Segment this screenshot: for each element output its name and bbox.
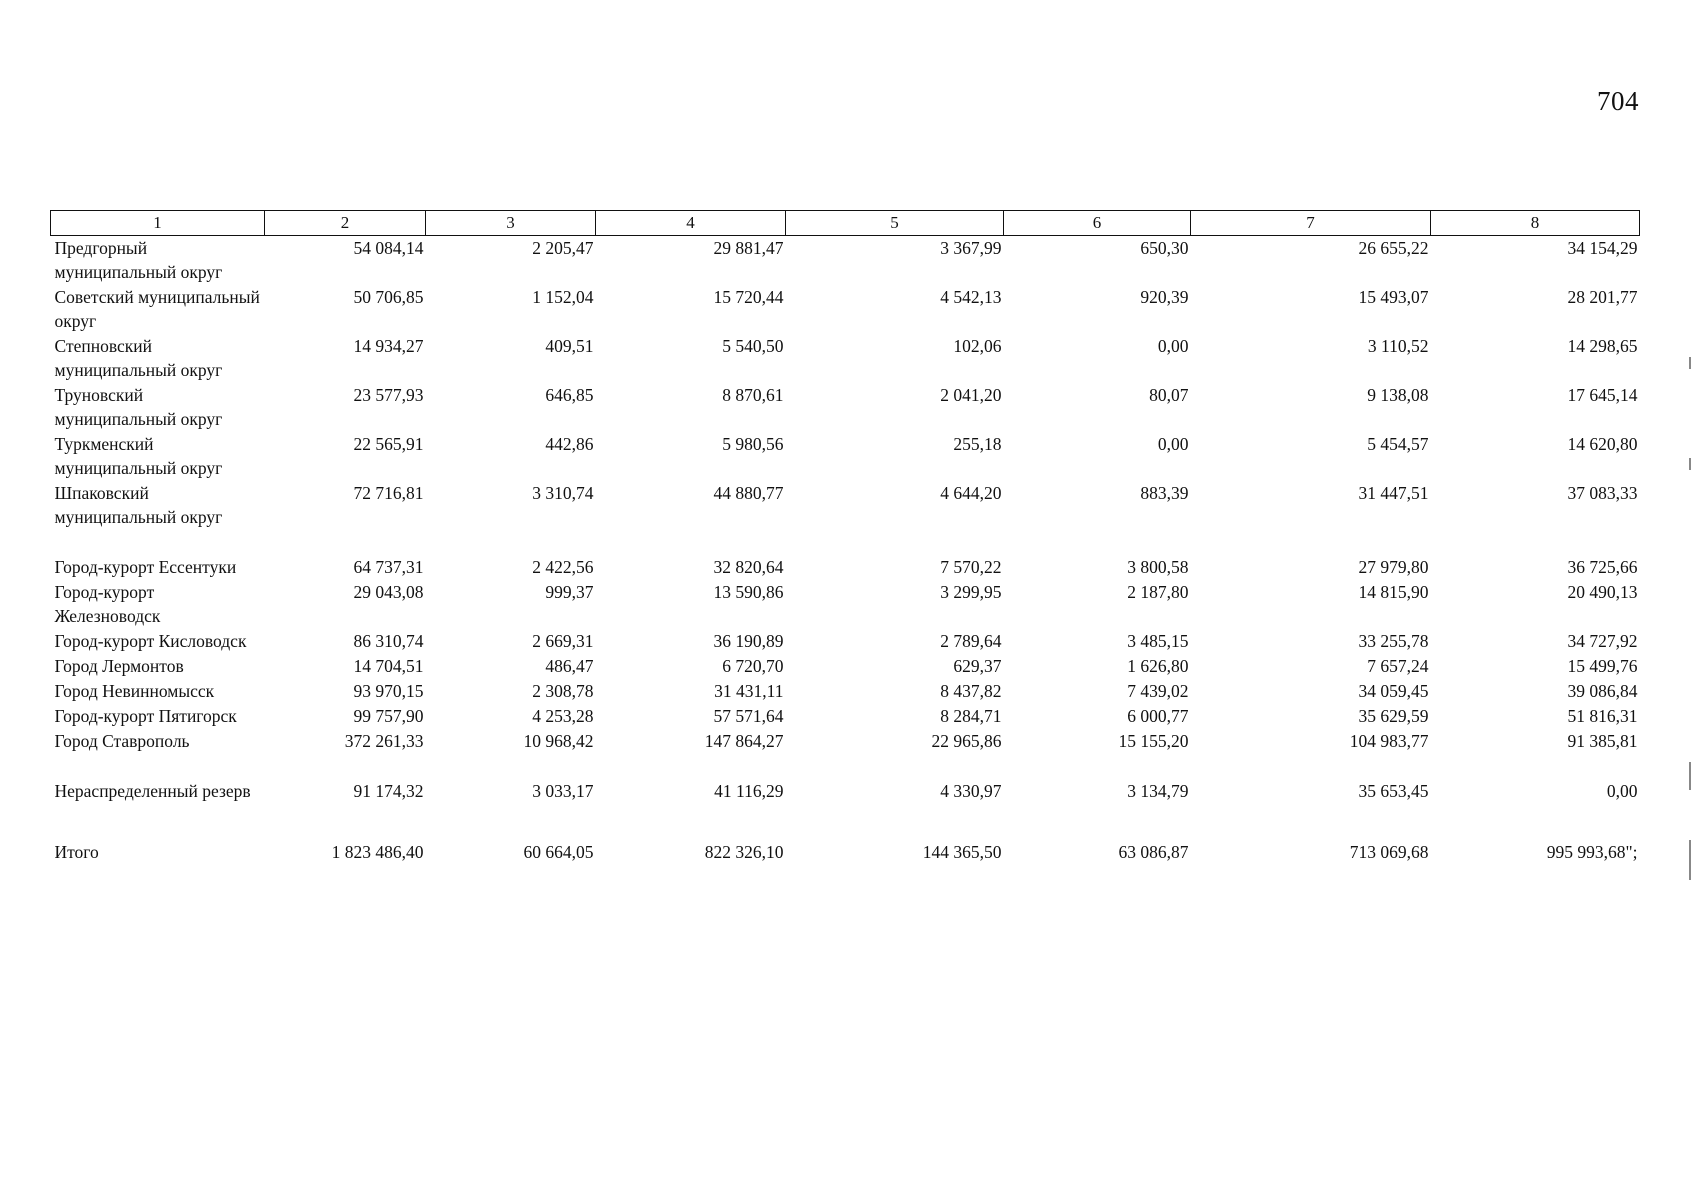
table-cell: 35 653,45: [1358, 781, 1429, 801]
table-cell: 51 816,31: [1567, 706, 1638, 726]
municipality-name: Город-курорт Кисловодск: [54, 631, 247, 651]
municipality-name: Город Ставрополь: [54, 731, 190, 751]
table-cell: 91 385,81: [1567, 731, 1638, 751]
municipality-name: Туркменский муниципальный округ: [54, 434, 223, 478]
table-row: [51, 580, 1640, 629]
page-number: 704: [1597, 86, 1639, 116]
table-row: [51, 530, 1640, 580]
table-row: [51, 704, 1640, 729]
table-cell: 91 174,32: [353, 781, 424, 801]
table-cell: 14 815,90: [1358, 582, 1429, 602]
table-cell: 39 086,84: [1567, 681, 1638, 701]
column-header: 2: [265, 211, 426, 236]
table-cell: 0,00: [1157, 434, 1189, 454]
table-cell: 64 737,31: [353, 557, 424, 577]
municipality-name: Степновский муниципальный округ: [54, 336, 223, 380]
column-header: 4: [596, 211, 786, 236]
table-cell: 29 881,47: [713, 238, 784, 258]
table-cell: 99 757,90: [353, 706, 424, 726]
table-cell: 7 657,24: [1367, 656, 1429, 676]
table-row: [51, 481, 1640, 530]
total-cell: 60 664,05: [523, 842, 594, 862]
table-cell: 255,18: [953, 434, 1002, 454]
table-cell: 31 431,11: [714, 681, 784, 701]
municipality-name: Шпаковский муниципальный округ: [54, 483, 223, 527]
table-cell: 3 134,79: [1127, 781, 1189, 801]
table-cell: 2 187,80: [1127, 582, 1189, 602]
total-cell: 63 086,87: [1118, 842, 1189, 862]
table-cell: 31 447,51: [1358, 483, 1429, 503]
table-cell: 13 590,86: [713, 582, 784, 602]
table-cell: 14 620,80: [1567, 434, 1638, 454]
table-cell: 646,85: [545, 385, 594, 405]
table-row: [51, 334, 1640, 383]
table-cell: 2 789,64: [940, 631, 1002, 651]
table-cell: 650,30: [1140, 238, 1189, 258]
column-header: 5: [786, 211, 1004, 236]
table-cell: 2 041,20: [940, 385, 1002, 405]
column-header: 3: [426, 211, 596, 236]
column-header: 8: [1431, 211, 1640, 236]
table-cell: 9 138,08: [1367, 385, 1429, 405]
table-cell: 35 629,59: [1358, 706, 1429, 726]
table-cell: 27 979,80: [1358, 557, 1429, 577]
table-cell: 36 190,89: [713, 631, 784, 651]
table-cell: 10 968,42: [523, 731, 594, 751]
table-cell: 3 299,95: [940, 582, 1002, 602]
table-cell: 3 800,58: [1127, 557, 1189, 577]
table-row: [51, 679, 1640, 704]
table-cell: 883,39: [1140, 483, 1189, 503]
table-cell: 2 422,56: [532, 557, 594, 577]
municipality-name: Город-курорт Железноводск: [54, 582, 161, 626]
table-row: [51, 236, 1640, 286]
table-cell: 50 706,85: [353, 287, 424, 307]
scan-edge-mark: [1689, 840, 1691, 880]
table-cell: 4 253,28: [532, 706, 594, 726]
table-cell: 41 116,29: [714, 781, 784, 801]
table-cell: 4 542,13: [940, 287, 1002, 307]
table-cell: 17 645,14: [1567, 385, 1638, 405]
table-cell: 0,00: [1606, 781, 1638, 801]
table-cell: 0,00: [1157, 336, 1189, 356]
table-row: [51, 383, 1640, 432]
municipality-name: Город-курорт Ессентуки: [54, 557, 237, 577]
table-cell: 8 284,71: [940, 706, 1002, 726]
column-header: 7: [1191, 211, 1431, 236]
table-cell: 6 720,70: [722, 656, 784, 676]
table-cell: 104 983,77: [1349, 731, 1429, 751]
table-row: [51, 629, 1640, 654]
total-cell: 713 069,68: [1349, 842, 1429, 862]
municipality-name: Труновский муниципальный округ: [54, 385, 223, 429]
column-header: 6: [1004, 211, 1191, 236]
table-cell: 3 033,17: [532, 781, 594, 801]
table-cell: 409,51: [545, 336, 594, 356]
table-cell: 147 864,27: [704, 731, 784, 751]
scan-edge-mark: [1689, 458, 1691, 470]
table-cell: 34 059,45: [1358, 681, 1429, 701]
table-cell: 2 205,47: [532, 238, 594, 258]
table-cell: 3 485,15: [1127, 631, 1189, 651]
table-cell: 36 725,66: [1567, 557, 1638, 577]
table-cell: 3 367,99: [940, 238, 1002, 258]
table-cell: 8 870,61: [722, 385, 784, 405]
table-row: [51, 729, 1640, 754]
table-cell: 57 571,64: [713, 706, 784, 726]
table-row: [51, 432, 1640, 481]
scan-edge-mark: [1689, 762, 1691, 790]
table-cell: 15 720,44: [713, 287, 784, 307]
table-cell: 34 154,29: [1567, 238, 1638, 258]
total-cell: 144 365,50: [922, 842, 1002, 862]
table-cell: 920,39: [1140, 287, 1189, 307]
table-cell: 1 152,04: [532, 287, 594, 307]
scan-edge-mark: [1689, 357, 1691, 369]
table-cell: 14 704,51: [353, 656, 424, 676]
table-cell: 34 727,92: [1567, 631, 1638, 651]
table-cell: 15 493,07: [1358, 287, 1429, 307]
table-cell: 999,37: [545, 582, 594, 602]
table-cell: 2 308,78: [532, 681, 594, 701]
table-cell: 15 155,20: [1118, 731, 1189, 751]
municipality-name: Советский муниципальный округ: [54, 287, 260, 331]
total-cell: 822 326,10: [704, 842, 784, 862]
municipality-name: Предгорный муниципальный округ: [54, 238, 223, 282]
table-cell: 22 565,91: [353, 434, 424, 454]
total-label: Итого: [54, 842, 99, 862]
table-cell: 442,86: [545, 434, 594, 454]
table-cell: 33 255,78: [1358, 631, 1429, 651]
table-cell: 5 540,50: [722, 336, 784, 356]
table-cell: 4 644,20: [940, 483, 1002, 503]
table-row: [51, 754, 1640, 804]
column-header: 1: [51, 211, 265, 236]
table-cell: 14 298,65: [1567, 336, 1638, 356]
table-cell: 8 437,82: [940, 681, 1002, 701]
municipality-name: Нераспределенный резерв: [54, 781, 251, 801]
table-cell: 14 934,27: [353, 336, 424, 356]
table-cell: 26 655,22: [1358, 238, 1429, 258]
table-cell: 3 310,74: [532, 483, 594, 503]
table-cell: 93 970,15: [353, 681, 424, 701]
table-cell: 15 499,76: [1567, 656, 1638, 676]
table-cell: 80,07: [1149, 385, 1189, 405]
table-cell: 54 084,14: [353, 238, 424, 258]
budget-distribution-table: [50, 210, 1640, 865]
table-cell: 4 330,97: [940, 781, 1002, 801]
table-cell: 5 980,56: [722, 434, 784, 454]
table-cell: 22 965,86: [931, 731, 1002, 751]
table-cell: 32 820,64: [713, 557, 784, 577]
table-cell: 86 310,74: [353, 631, 424, 651]
table-cell: 629,37: [953, 656, 1002, 676]
table-cell: 28 201,77: [1567, 287, 1638, 307]
table-cell: 1 626,80: [1127, 656, 1189, 676]
column-number-row: [51, 211, 1640, 236]
table-cell: 44 880,77: [713, 483, 784, 503]
table-cell: 7 570,22: [940, 557, 1002, 577]
municipality-name: Город-курорт Пятигорск: [54, 706, 237, 726]
table-cell: 372 261,33: [344, 731, 424, 751]
total-cell: 995 993,68";: [1546, 842, 1638, 862]
table-cell: 72 716,81: [353, 483, 424, 503]
table-cell: 102,06: [953, 336, 1002, 356]
table-cell: 6 000,77: [1127, 706, 1189, 726]
table-cell: 3 110,52: [1367, 336, 1429, 356]
table-row: [51, 285, 1640, 334]
municipality-name: Город Лермонтов: [54, 656, 184, 676]
table-cell: 7 439,02: [1127, 681, 1189, 701]
municipality-name: Город Невинномысск: [54, 681, 215, 701]
table-cell: 486,47: [545, 656, 594, 676]
table-row: [51, 654, 1640, 679]
total-row: [51, 804, 1640, 865]
table-cell: 37 083,33: [1567, 483, 1638, 503]
table-cell: 20 490,13: [1567, 582, 1638, 602]
table-cell: 2 669,31: [532, 631, 594, 651]
total-cell: 1 823 486,40: [331, 842, 424, 862]
table-cell: 29 043,08: [353, 582, 424, 602]
table-cell: 23 577,93: [353, 385, 424, 405]
table-cell: 5 454,57: [1367, 434, 1429, 454]
